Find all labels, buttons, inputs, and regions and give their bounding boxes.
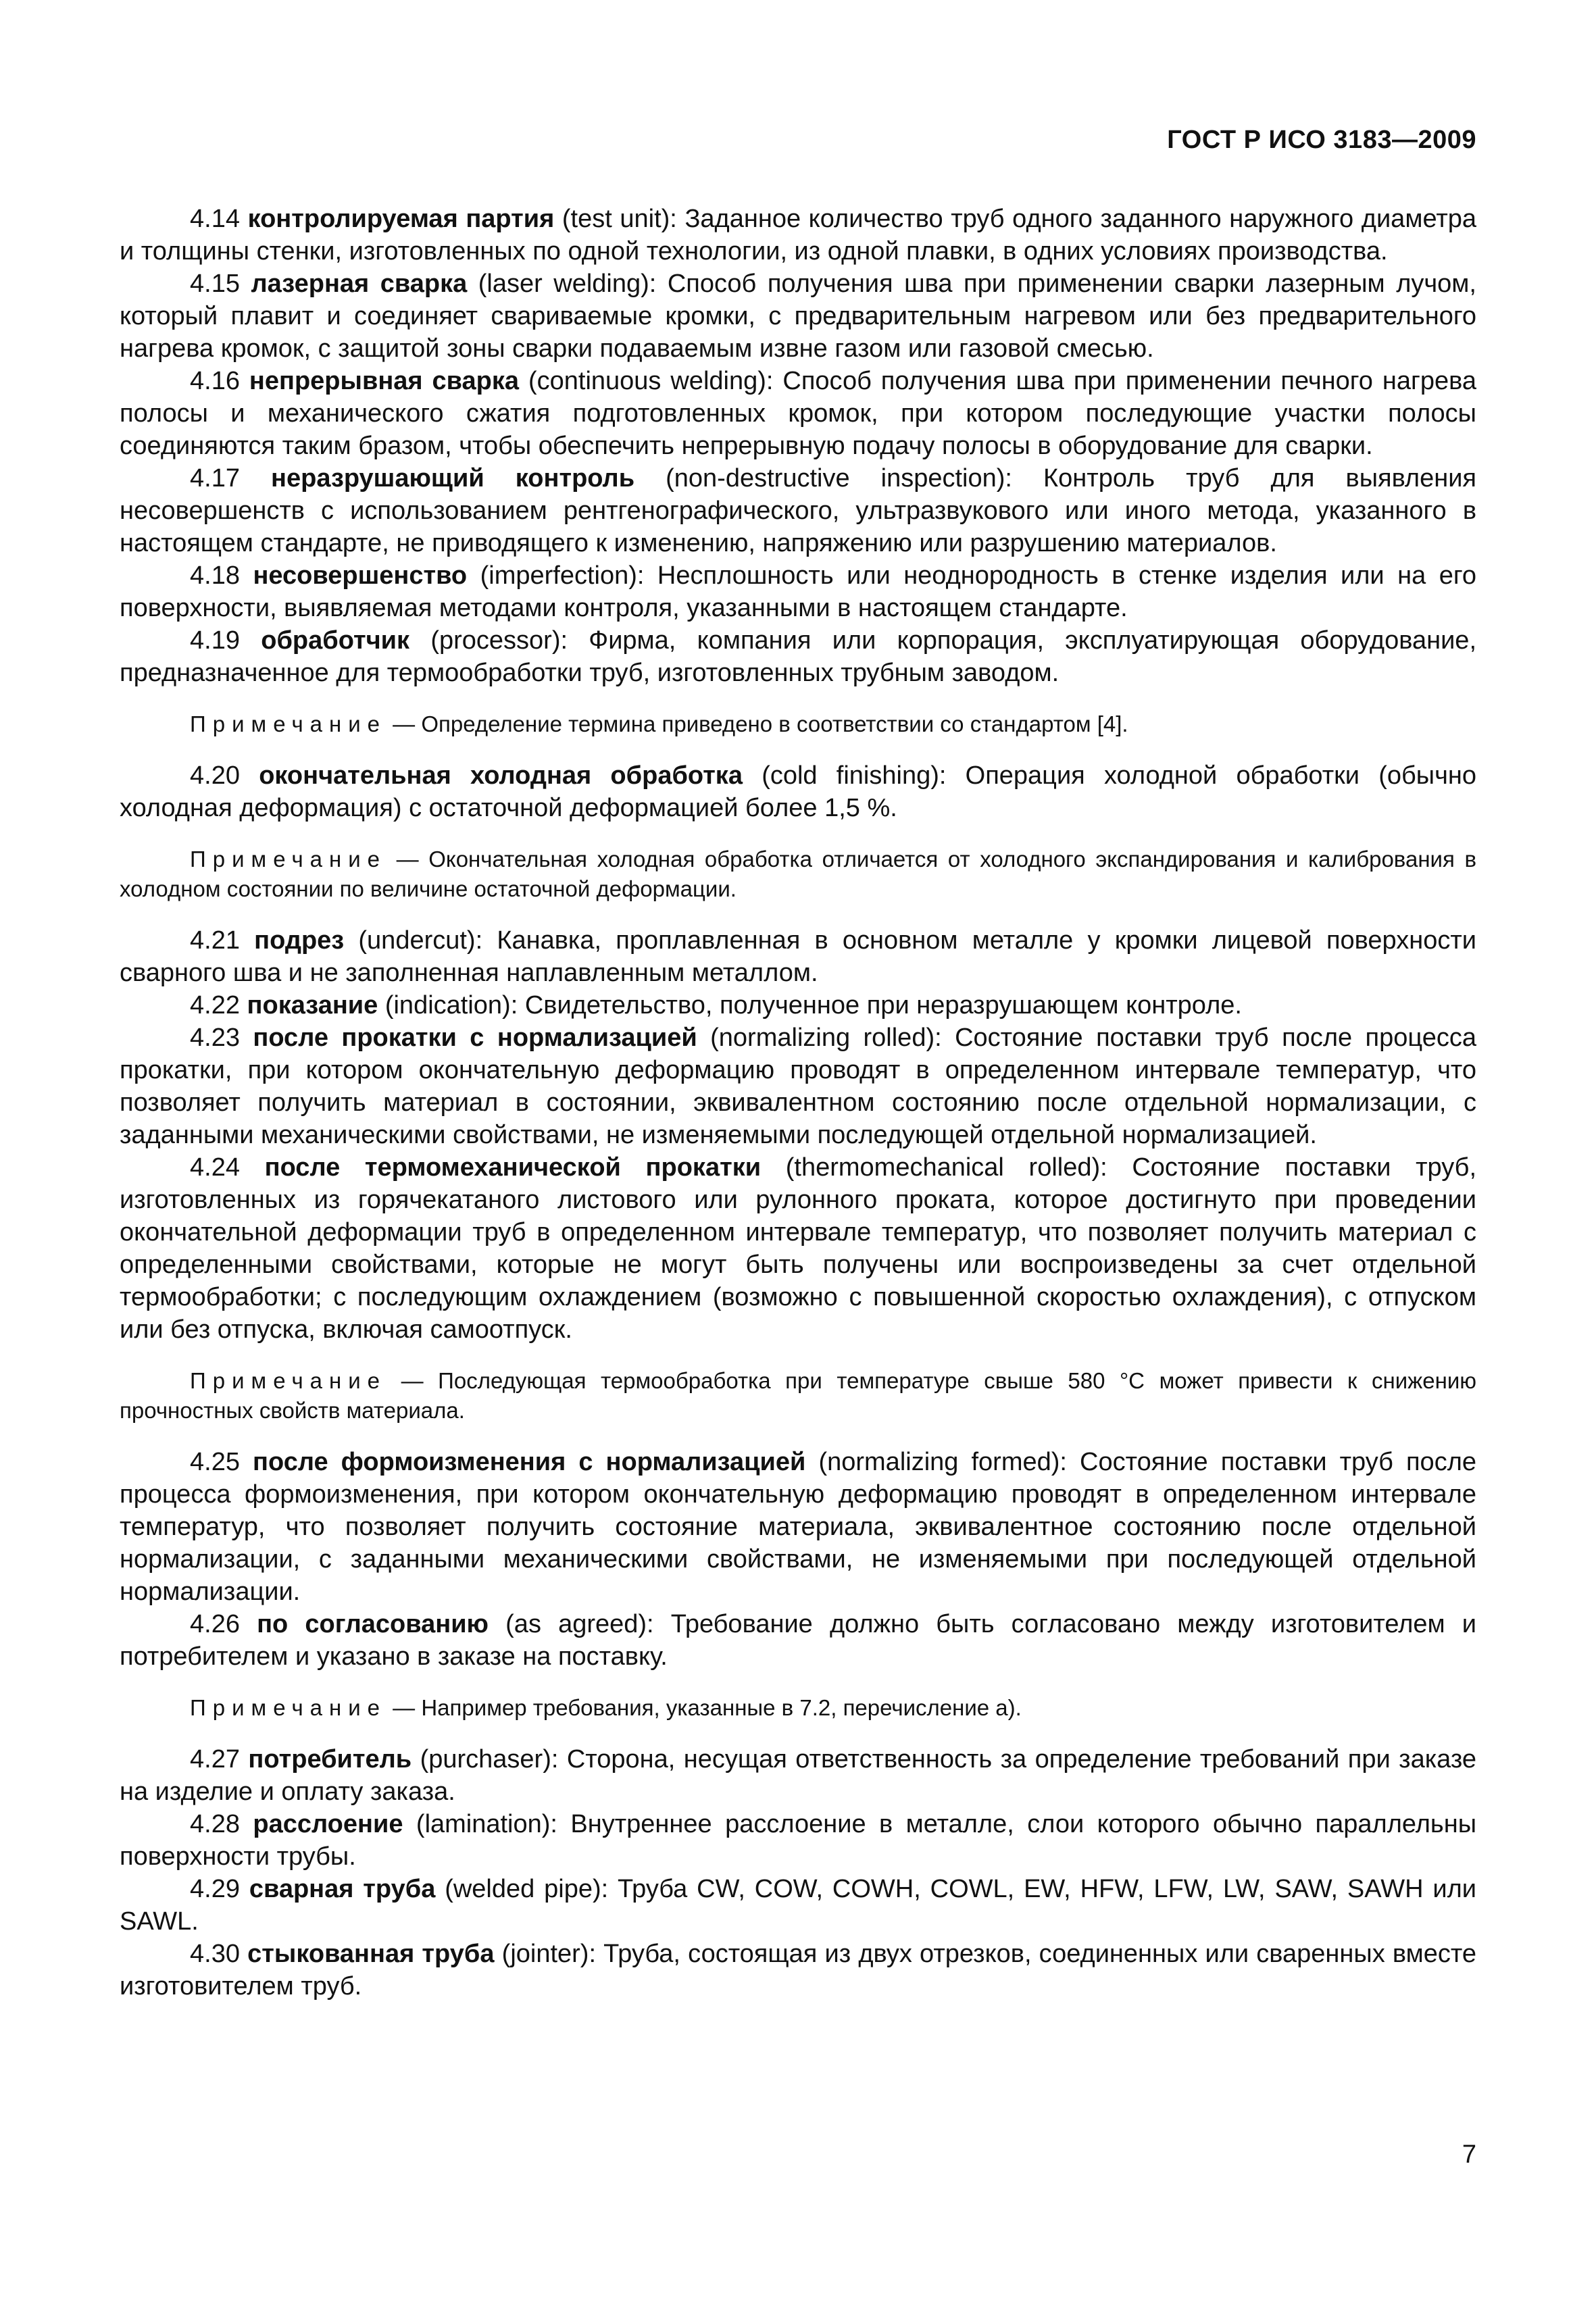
term: контролируемая партия: [247, 205, 555, 233]
definition-paragraph: [120, 1938, 1476, 2003]
definition-paragraph: [120, 1151, 1476, 1346]
term: неразрушающий контроль: [271, 464, 635, 493]
page-number: 7: [1462, 2140, 1476, 2169]
clause-number: 4.25: [190, 1448, 240, 1476]
term: обработчик: [261, 626, 410, 655]
definition-paragraph: [120, 462, 1476, 559]
note-paragraph: [120, 1366, 1476, 1426]
clause-number: 4.26: [190, 1610, 240, 1638]
definition-paragraph: [120, 1608, 1476, 1673]
standard-header: ГОСТ Р ИСО 3183—2009: [1167, 126, 1476, 154]
definition-text: (purchaser): Сторона, несущая ответственность за определение требований при заказе на изделие и оплату заказа.: [120, 1745, 1476, 1806]
clause-number: 4.29: [190, 1875, 240, 1903]
clause-number: 4.17: [190, 464, 240, 493]
definition-paragraph: [120, 1743, 1476, 1808]
note-label: Примечание: [190, 711, 387, 736]
note-label: Примечание: [190, 1368, 387, 1393]
definition-paragraph: [120, 1808, 1476, 1873]
definition-text: (jointer): Труба, состоящая из двух отрезков, соединенных или сваренных вместе изготовителем труб.: [120, 1940, 1477, 2001]
term: потребитель: [248, 1745, 412, 1774]
definition-paragraph: [120, 365, 1476, 462]
definition-text: (laser welding): Способ получения шва при применении сварки лазерным лучом, который плавит и соединяет свариваемые кромки, с предварительным нагревом или без предварительного нагрева кромок, с защитой зоны сварки подаваемым извне газом или газовой смесью.: [120, 270, 1476, 363]
clause-number: 4.22: [190, 991, 240, 1020]
document-body: [120, 203, 1476, 2003]
term: непрерывная сварка: [249, 367, 520, 395]
definition-paragraph: [120, 1022, 1476, 1151]
definition-paragraph: [120, 1873, 1476, 1938]
term: после термомеханической прокатки: [264, 1153, 762, 1182]
note-label: Примечание: [190, 847, 387, 872]
definition-text: (normalizing formed): Состояние поставки труб после процесса формоизменения, при котором окончательную деформацию проводят в определенном интервале температур, что позволяет получить состояние материала, эквивалентное состоянию после отдельной нормализации, с заданными механическими свойствами, не изменяемыми при последующей отдельной нормализации.: [120, 1448, 1476, 1606]
definition-text: (imperfection): Несплошность или неоднородность в стенке изделия или на его поверхности, выявляемая методами контроля, указанными в настоящем стандарте.: [120, 561, 1476, 622]
note-paragraph: [120, 1693, 1476, 1723]
note-label: Примечание: [190, 1695, 387, 1720]
term: лазерная сварка: [251, 270, 468, 298]
term: сварная труба: [249, 1875, 436, 1903]
definition-paragraph: [120, 624, 1476, 689]
clause-number: 4.28: [190, 1810, 240, 1838]
definition-text: (lamination): Внутреннее расслоение в металле, слои которого обычно параллельны поверхности трубы.: [120, 1810, 1477, 1871]
definition-text: (test unit): Заданное количество труб одного заданного наружного диаметра и толщины стенки, изготовленных по одной технологии, из одной плавки, в одних условиях производства.: [120, 205, 1476, 266]
definition-paragraph: [120, 559, 1476, 624]
definition-text: (continuous welding): Способ получения шва при применении печного нагрева полосы и механического сжатия подготовленных кромок, при котором последующие участки полосы соединяются таким бразом, чтобы обеспечить непрерывную подачу полосы в оборудование для сварки.: [120, 367, 1477, 460]
clause-number: 4.30: [190, 1940, 240, 1968]
definition-text: (normalizing rolled): Состояние поставки труб после процесса прокатки, при котором окончательную деформацию проводят в определенном интервале температур, что позволяет получить материал в состоянии, эквивалентном состоянию после отдельной нормализации, с заданными механическими свойствами, не изменяемыми последующей отдельной нормализацией.: [120, 1024, 1476, 1149]
term: окончательная холодная обработка: [259, 761, 743, 790]
clause-number: 4.19: [190, 626, 240, 655]
definition-text: (thermomechanical rolled): Состояние поставки труб, изготовленных из горячекатаного листового или рулонного проката, которое достигнуто при проведении окончательной деформации труб в определенном интервале температур, что позволяет получить материал с определенными свойствами, которые не могут быть получены или воспроизведены за счет отдельной термообработки; с последующим охлаждением (возможно с повышенной скоростью охлаждения), с отпуском или без отпуска, включая самоотпуск.: [120, 1153, 1477, 1344]
clause-number: 4.15: [190, 270, 240, 298]
clause-number: 4.14: [190, 205, 240, 233]
clause-number: 4.20: [190, 761, 240, 790]
clause-number: 4.27: [190, 1745, 240, 1774]
definition-text: (non-destructive inspection): Контроль труб для выявления несовершенств с использованием рентгенографического, ультразвукового или иного метода, указанного в настоящем стандарте, не приводящего к изменению, напряжению или разрушению материалов.: [120, 464, 1477, 557]
definition-paragraph: [120, 989, 1476, 1022]
definition-text: (processor): Фирма, компания или корпорация, эксплуатирующая оборудование, предназначенное для термообработки труб, изготовленных трубным заводом.: [120, 626, 1476, 687]
term: несовершенство: [253, 561, 468, 590]
clause-number: 4.16: [190, 367, 240, 395]
clause-number: 4.18: [190, 561, 240, 590]
clause-number: 4.23: [190, 1024, 240, 1052]
definition-text: (cold finishing): Операция холодной обработки (обычно холодная деформация) с остаточной деформацией более 1,5 %.: [120, 761, 1476, 822]
definition-paragraph: [120, 924, 1476, 989]
definition-text: (welded pipe): Труба CW, COW, COWH, COWL, EW, HFW, LFW, LW, SAW, SAWH или SAWL.: [120, 1875, 1476, 1936]
term: по согласованию: [257, 1610, 489, 1638]
term: расслоение: [253, 1810, 403, 1838]
definition-paragraph: [120, 759, 1476, 824]
definition-text: (as agreed): Требование должно быть согласовано между изготовителем и потребителем и указано в заказе на поставку.: [120, 1610, 1476, 1671]
note-text: — Определение термина приведено в соответствии со стандартом [4].: [386, 711, 1128, 736]
note-text: — Окончательная холодная обработка отличается от холодного экспандирования и калибрования в холодном состоянии по величине остаточной деформации.: [120, 847, 1476, 901]
term: после формоизменения с нормализацией: [253, 1448, 806, 1476]
term: после прокатки с нормализацией: [253, 1024, 697, 1052]
definition-text: (indication): Свидетельство, полученное при неразрушающем контроле.: [378, 991, 1242, 1020]
definition-paragraph: [120, 268, 1476, 365]
definition-text: (undercut): Канавка, проплавленная в основном металле у кромки лицевой поверхности сварного шва и не заполненная наплавленным металлом.: [120, 926, 1477, 987]
definition-paragraph: [120, 1446, 1476, 1608]
clause-number: 4.21: [190, 926, 240, 955]
clause-number: 4.24: [190, 1153, 240, 1182]
note-paragraph: [120, 709, 1476, 739]
note-paragraph: [120, 845, 1476, 904]
note-text: — Например требования, указанные в 7.2, перечисление а).: [386, 1695, 1022, 1720]
term: показание: [247, 991, 378, 1020]
note-text: — Последующая термообработка при температуре свыше 580 °С может привести к снижению прочностных свойств материала.: [120, 1368, 1476, 1423]
term: подрез: [254, 926, 345, 955]
term: стыкованная труба: [247, 1940, 495, 1968]
definition-paragraph: [120, 203, 1476, 268]
